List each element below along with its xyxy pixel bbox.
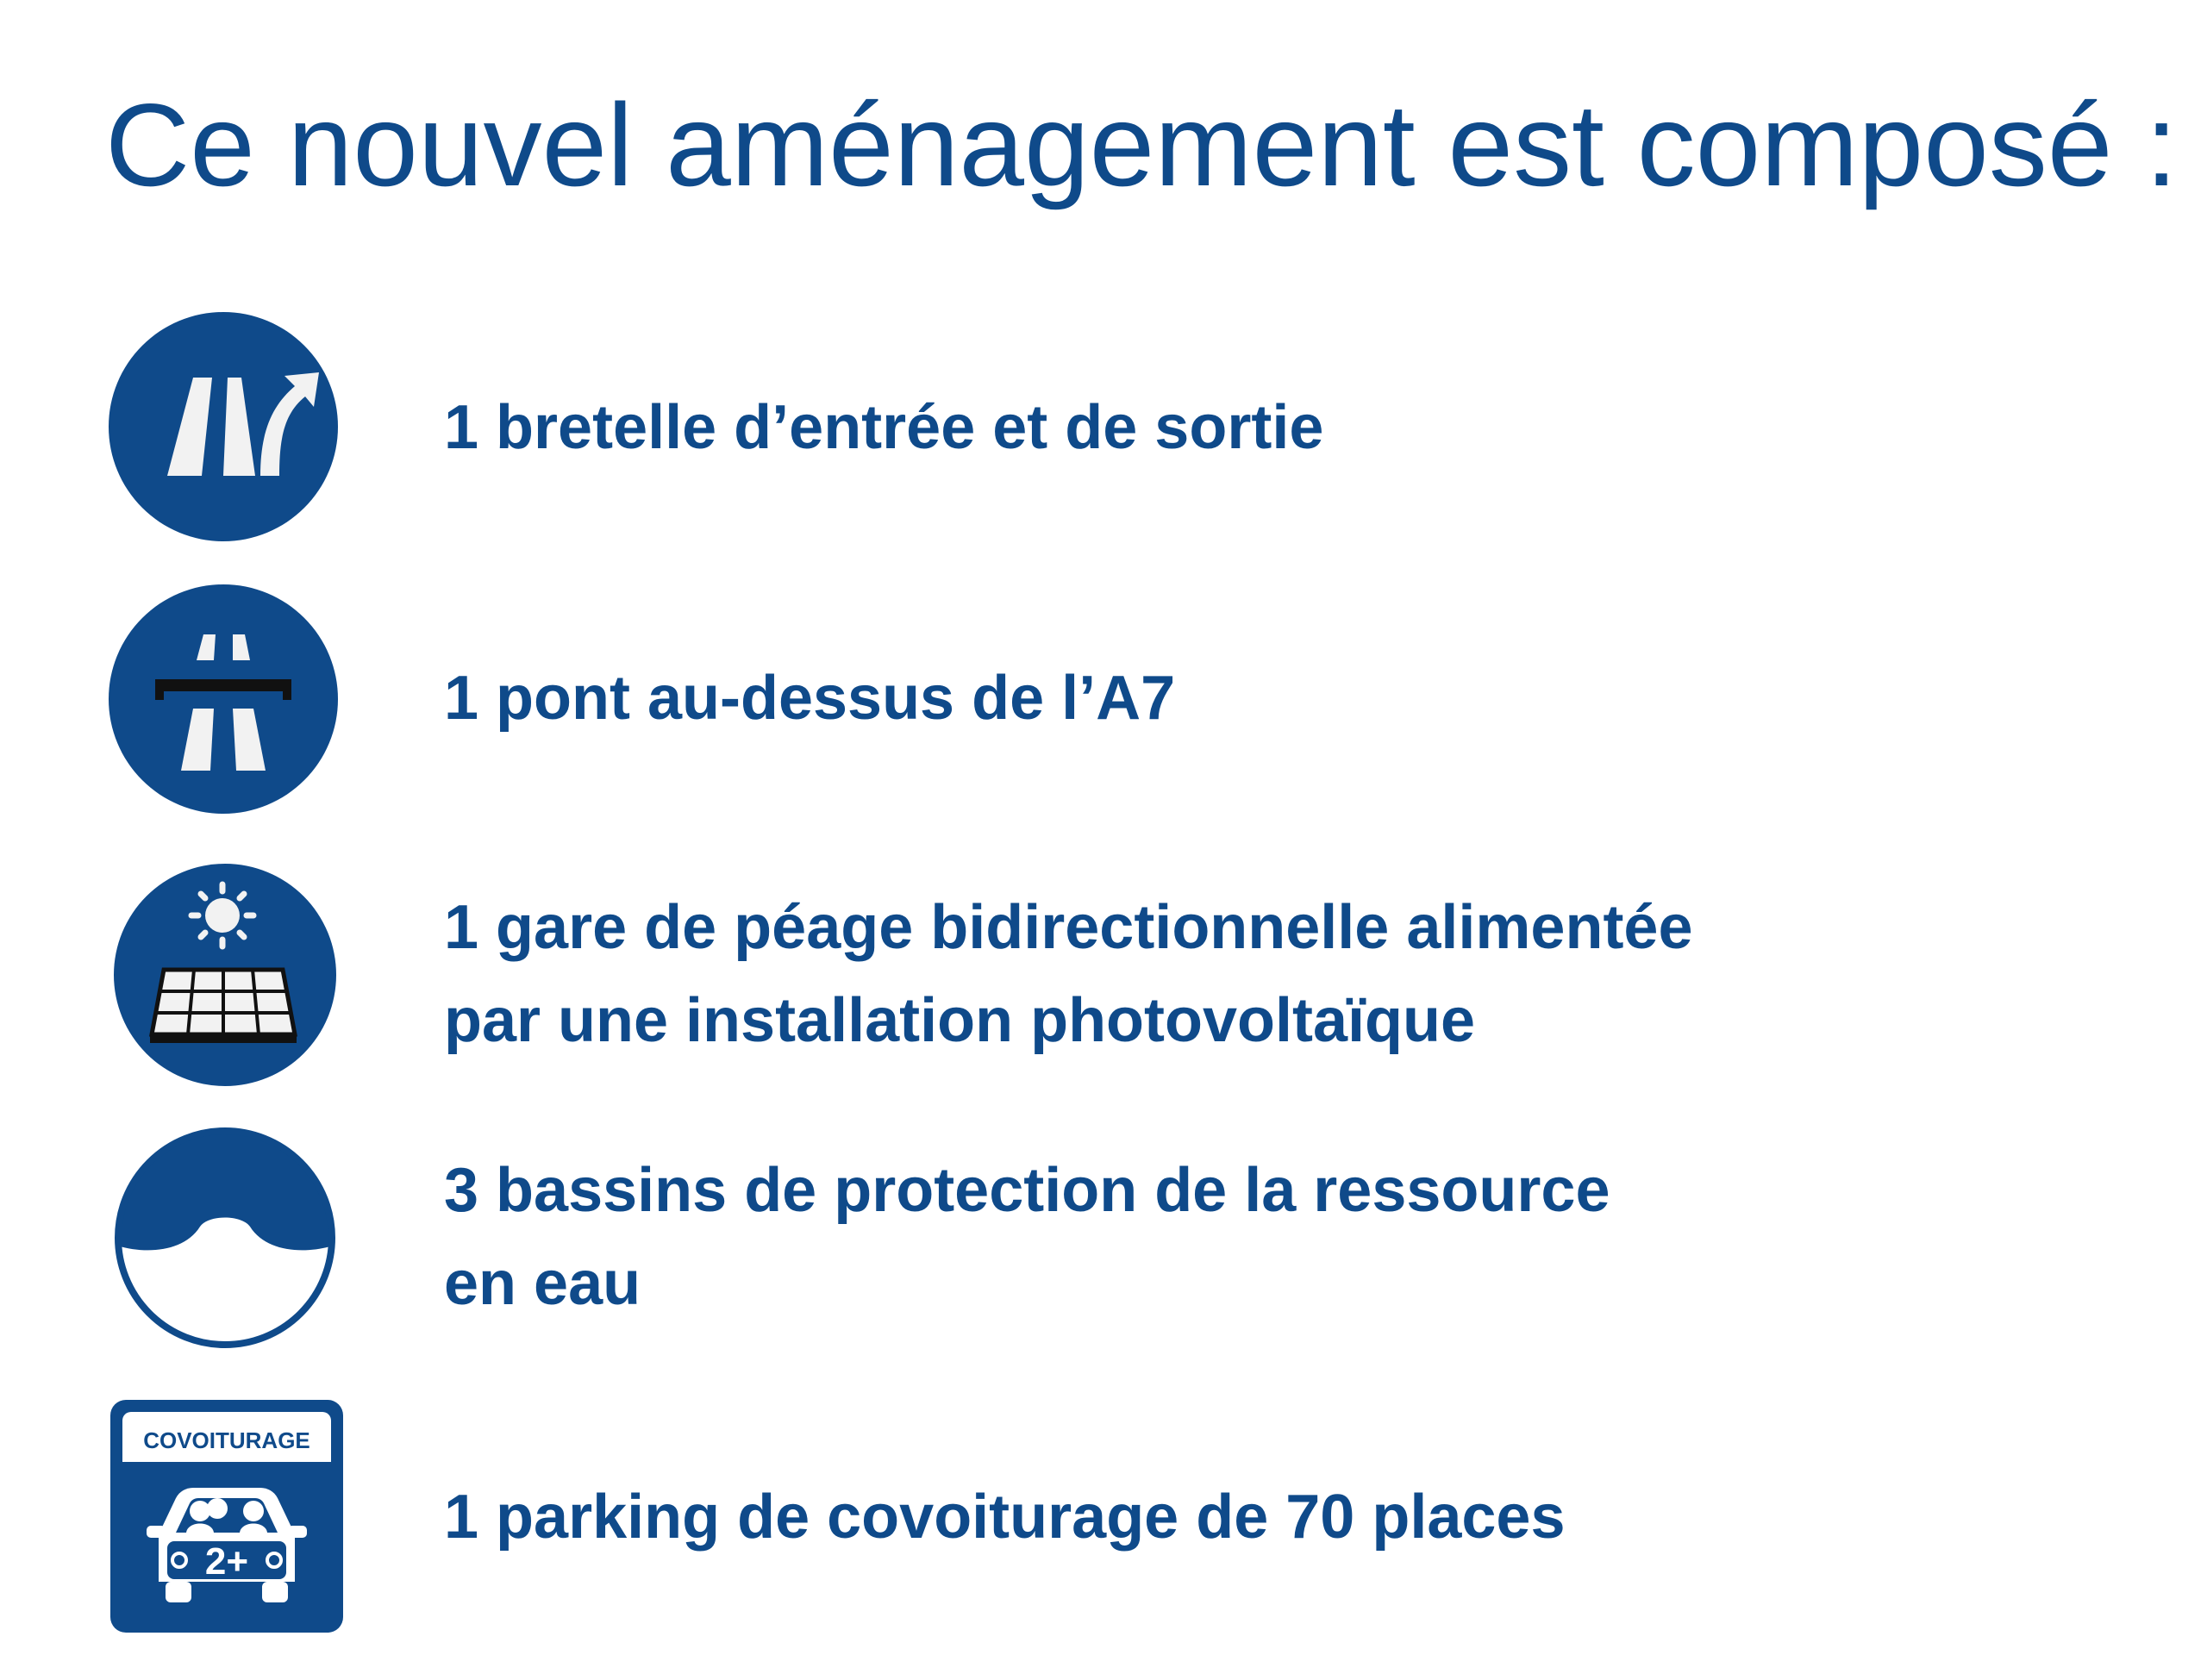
item-text: [444, 381, 1323, 474]
item-text: [444, 881, 1693, 1067]
water-basin-icon: [112, 1125, 338, 1351]
item-line: 1 pont au-dessus de l’A7: [444, 664, 1176, 733]
carpool-sign-label: COVOITURAGE: [143, 1427, 310, 1453]
bridge-over-highway-icon: [107, 583, 340, 815]
item-text: [444, 1144, 1610, 1330]
solar-panel-icon: [112, 862, 338, 1088]
carpool-badge: 2+: [204, 1540, 249, 1583]
highway-exit-ramp-icon: [107, 310, 340, 543]
item-text: [444, 1471, 1566, 1564]
item-line: 1 bretelle d’entrée et de sortie: [444, 393, 1324, 462]
carpool-sign-icon: [107, 1396, 347, 1636]
item-line: en eau: [444, 1249, 641, 1318]
item-line: 1 gare de péage bidirectionnelle alimentée: [444, 893, 1693, 962]
item-text: [444, 652, 1175, 745]
page-title: Ce nouvel aménagement est composé :: [105, 79, 2179, 210]
item-line: par une installation photovoltaïque: [444, 986, 1476, 1055]
item-line: 1 parking de covoiturage de 70 places: [444, 1483, 1566, 1552]
item-line: 3 bassins de protection de la ressource: [444, 1156, 1610, 1225]
